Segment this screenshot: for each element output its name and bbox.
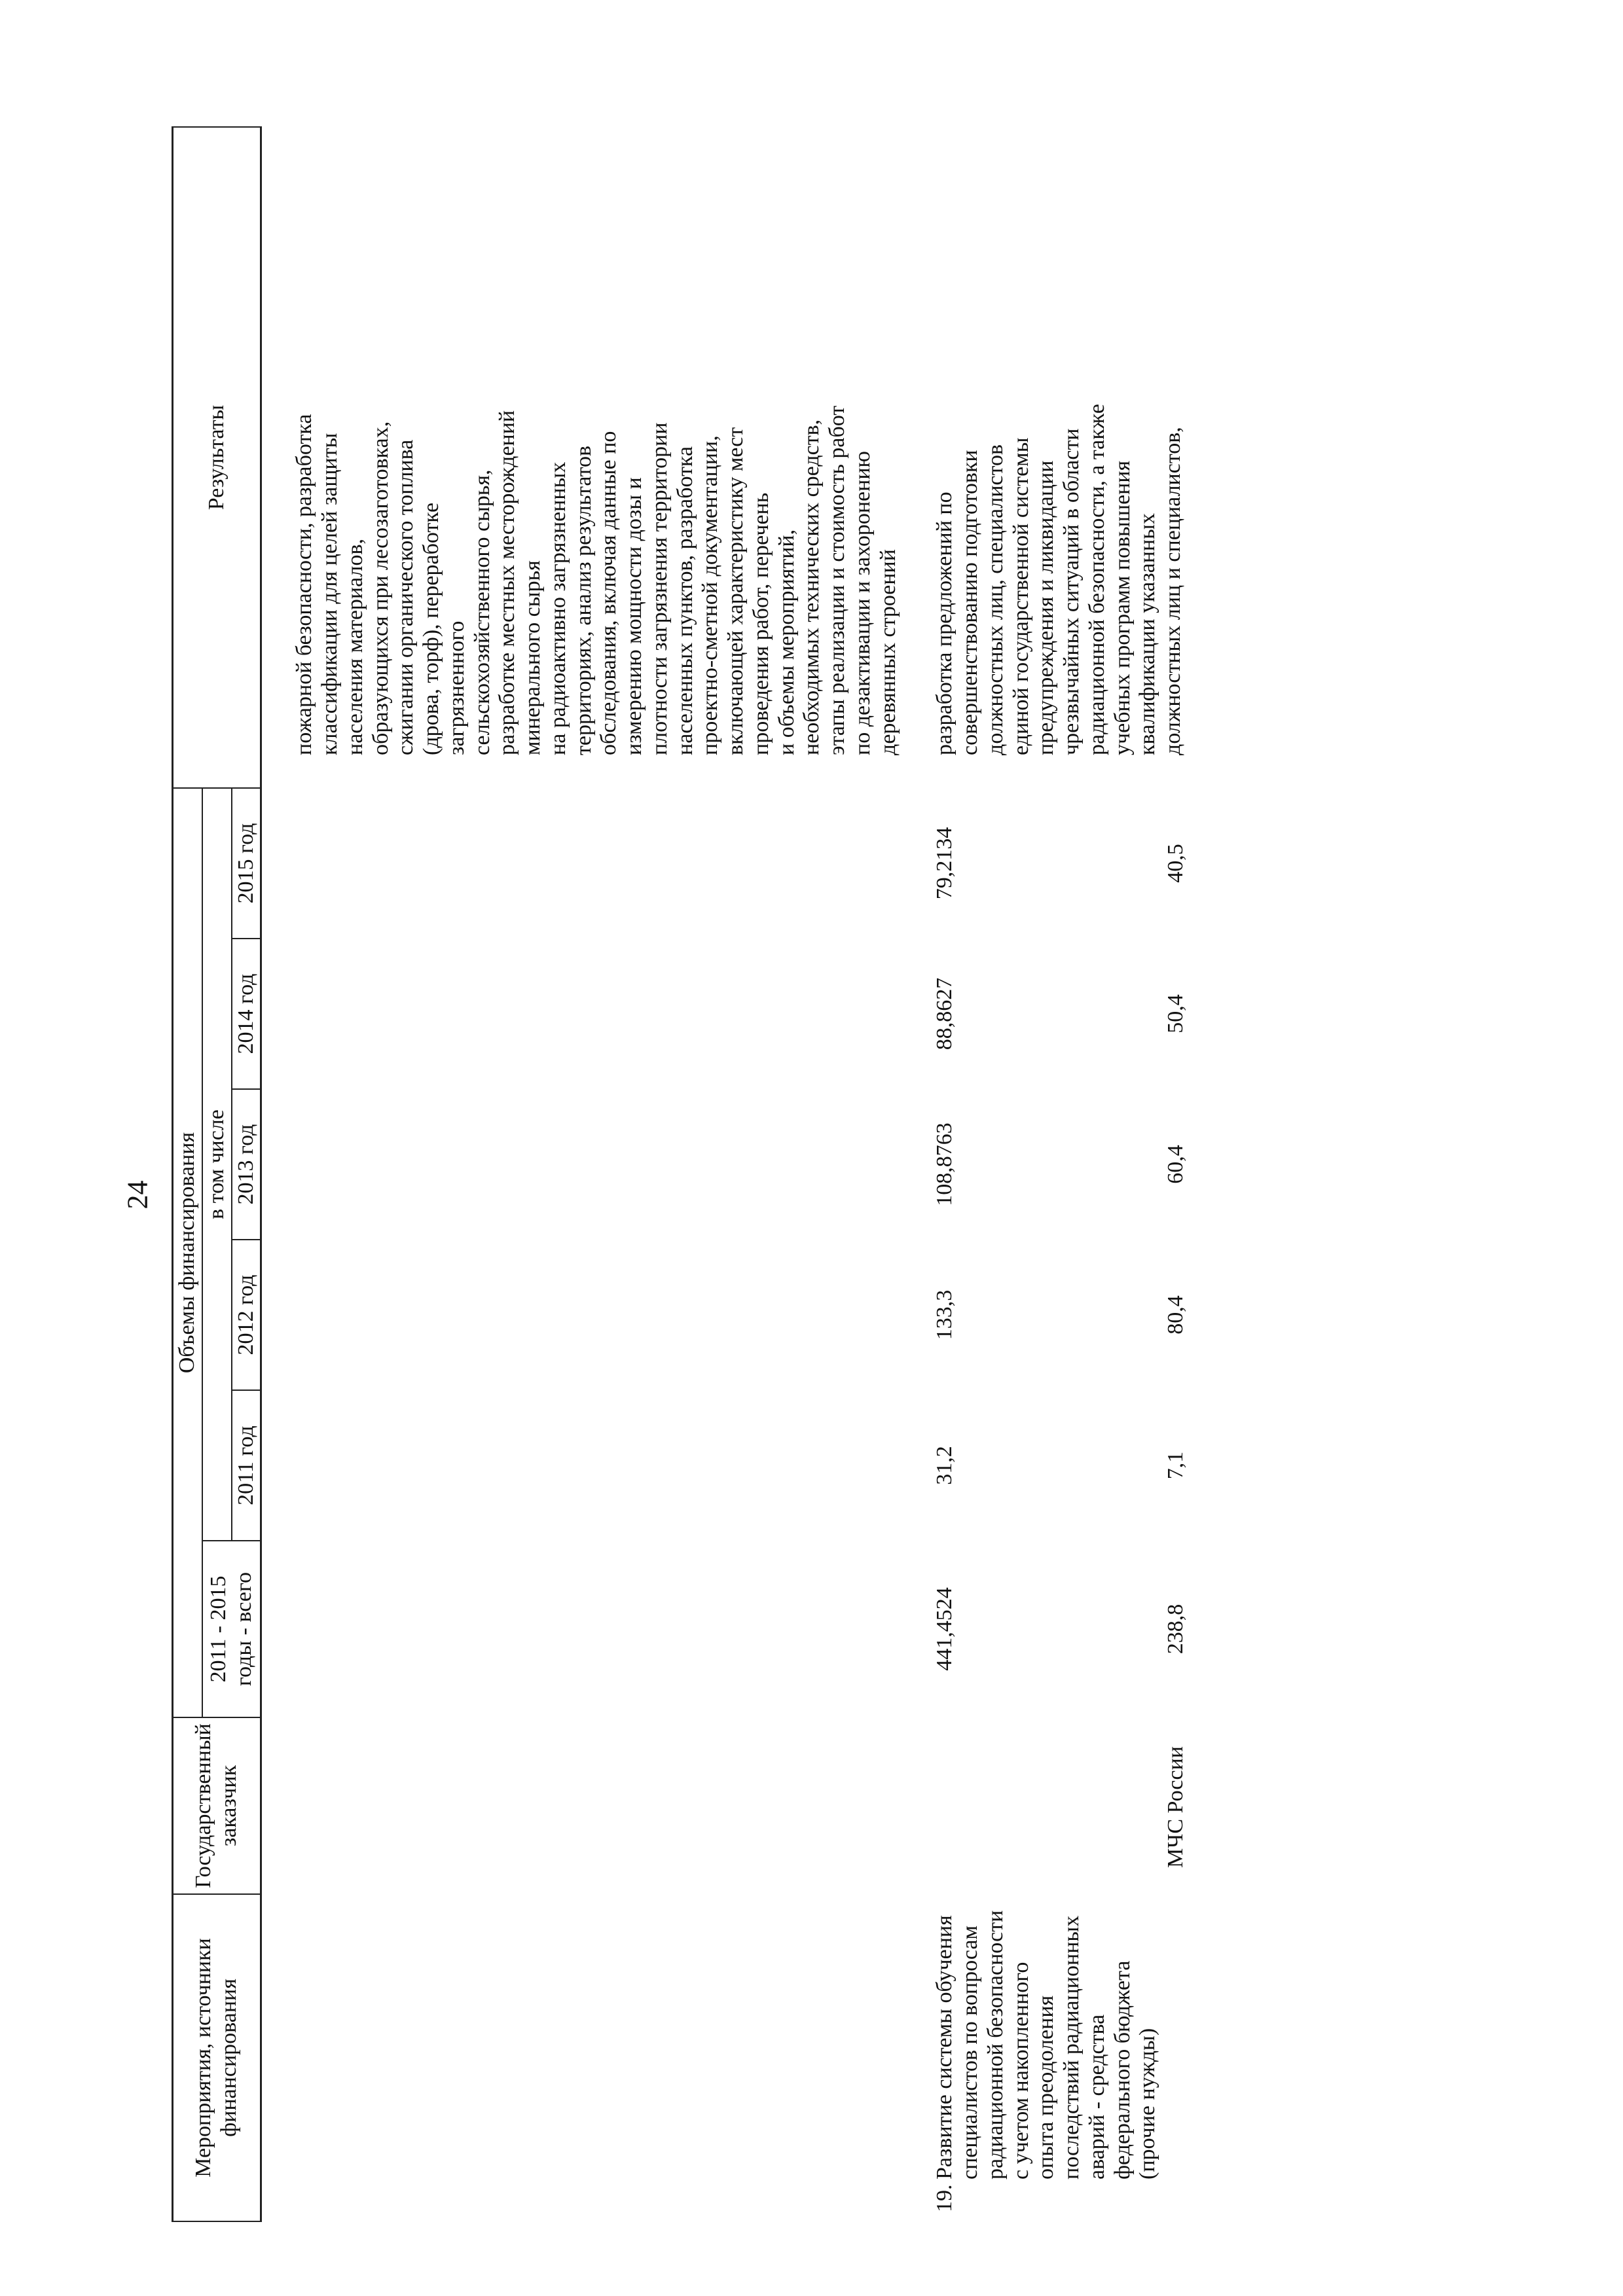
header-year-2011: 2011 год (232, 1390, 261, 1541)
row19-2014: 88,8627 (932, 977, 957, 1050)
result-line: этапы реализации и стоимость работ (825, 405, 849, 755)
mchs-customer: МЧС России (1163, 1746, 1188, 1868)
result-line: по дезактивации и захоронению (850, 451, 875, 755)
result-line: (дрова, торф), переработке (419, 502, 443, 755)
header-year-2014: 2014 год (232, 939, 261, 1089)
header-year-2015: 2015 год (232, 788, 261, 939)
result-line: сельскохозяйственного сырья, (469, 469, 494, 755)
result-line: измерению мощности дозы и (622, 477, 646, 755)
rotated-page (172, 128, 1448, 2222)
result-line: образующихся при лесозаготовках, (368, 421, 393, 755)
result-line: проектно-сметной документации, (698, 435, 723, 755)
result-line: деревянных строений (875, 549, 900, 755)
row19-activity-text: Развитие системы обучения специалистов по вопросам радиационной безопасности с учетом накопленного опыта преодоления последствий радиационных аварий - средства федерального бюджета (прочие нужды) (932, 1910, 1160, 2179)
result-line: населения материалов, (342, 538, 367, 755)
result-line: населенных пунктов, разработка (672, 446, 697, 755)
result-line: плотности загрязнения территории (647, 422, 672, 755)
result-line: единой государственной системы (1008, 437, 1033, 755)
result-line: территориях, анализ результатов (571, 445, 596, 755)
result-line: загрязненного (444, 620, 469, 755)
result-line: обследования, включая данные по (596, 431, 621, 755)
row19-customer (931, 1717, 1162, 1894)
result-line: сжигании органического топлива (393, 439, 418, 755)
header-total-line2: годы - всего (231, 1571, 256, 1687)
mchs-2014: 50,4 (1163, 994, 1188, 1033)
result-line: предупреждения и ликвидации (1034, 460, 1059, 755)
result-line: включающей характеристику мест (723, 427, 748, 755)
header-including: в том числе (202, 788, 232, 1541)
header-results: Результаты (173, 127, 261, 788)
mchs-total: 238,8 (1163, 1604, 1188, 1655)
row19-2012: 133,3 (932, 1289, 957, 1340)
mchs-2011: 7,1 (1163, 1451, 1188, 1480)
mchs-activity (1162, 1894, 1190, 2221)
row19-number: 19. (932, 2184, 957, 2212)
result-line: классификации для целей защиты (318, 433, 342, 755)
header-year-2013: 2013 год (232, 1089, 261, 1240)
result-line: разработке местных месторождений (495, 410, 520, 755)
row19-results (931, 127, 1190, 788)
financing-table (172, 126, 1190, 2222)
mchs-2013: 60,4 (1163, 1145, 1188, 1184)
result-line: должностных лиц и специалистов, (1161, 427, 1185, 755)
result-line: на радиоактивно загрязненных (545, 461, 570, 755)
header-year-2012: 2012 год (232, 1240, 261, 1390)
header-total-line1: 2011 - 2015 (206, 1575, 230, 1683)
result-line: пожарной безопасности, разработка (292, 414, 317, 755)
mchs-2012: 80,4 (1163, 1295, 1188, 1335)
header-total (202, 1541, 261, 1717)
mchs-2015: 40,5 (1163, 844, 1188, 883)
result-line: необходимых технических средств, (799, 419, 824, 755)
result-line: квалификации указанных (1135, 513, 1160, 755)
result-line: учебных программ повышения (1110, 460, 1135, 755)
continuation-row (291, 127, 902, 2221)
result-line: радиационной безопасности, а также (1084, 404, 1109, 755)
header-volumes: Объемы финансирования (173, 788, 202, 1717)
header-customer: Государственный заказчик (173, 1717, 261, 1894)
table-header (173, 127, 261, 2221)
result-line: чрезвычайных ситуаций в области (1059, 428, 1084, 755)
header-activity: Мероприятия, источники финансирования (173, 1894, 261, 2221)
row19-activity (931, 1894, 1162, 2221)
page-number: 24 (121, 1180, 154, 1210)
row19-2013: 108,8763 (932, 1122, 957, 1206)
result-line: и объемы мероприятий, (774, 529, 799, 755)
continuation-results (291, 127, 902, 788)
table-row-19 (931, 127, 1162, 2221)
row19-2011: 31,2 (932, 1446, 957, 1485)
result-line: проведения работ, перечень (748, 492, 773, 755)
result-line: минерального сырья (520, 560, 545, 755)
row19-total: 441,4524 (932, 1587, 957, 1671)
row19-2015: 79,2134 (932, 827, 957, 900)
result-line: должностных лиц, специалистов (983, 444, 1008, 755)
result-line: совершенствованию подготовки (958, 450, 982, 755)
result-line: разработка предложений по (932, 492, 957, 755)
